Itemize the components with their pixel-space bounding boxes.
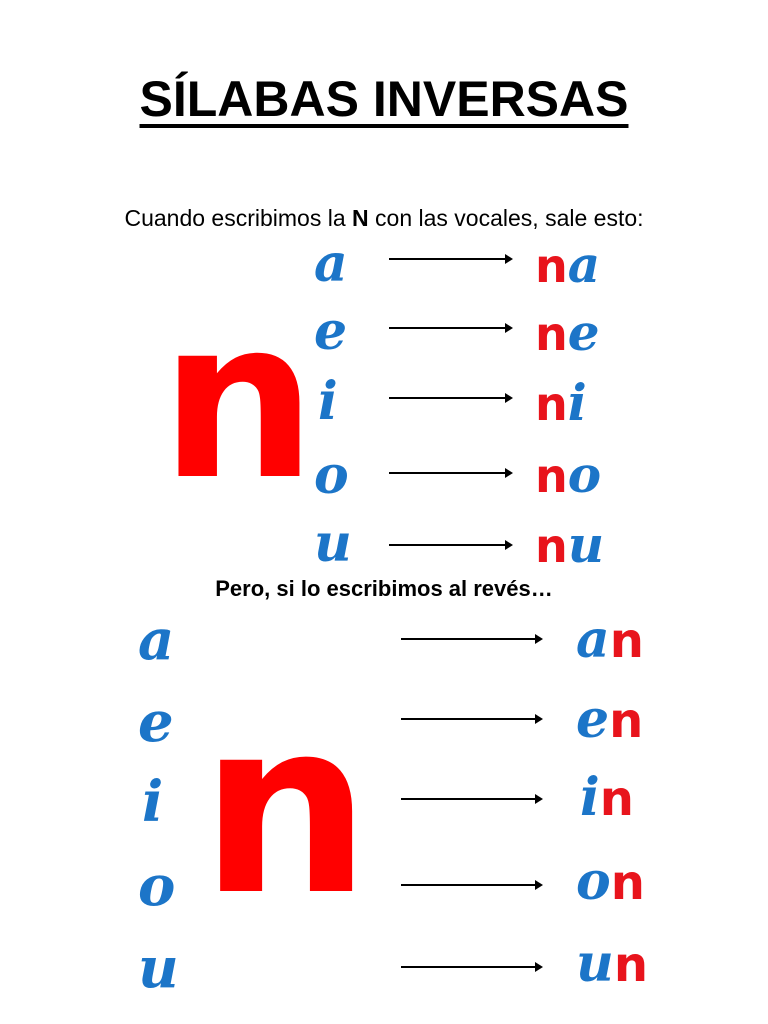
syllable-on <box>576 851 645 912</box>
syllable-vowel: i <box>580 767 600 828</box>
vowel-bottom-u: u <box>138 935 179 1001</box>
vowel-bottom-i: i <box>142 769 164 835</box>
syllable-consonant: n <box>613 937 648 993</box>
intro-text-after: con las vocales, sale esto: <box>368 205 644 231</box>
syllable-consonant: n <box>609 613 644 669</box>
arrow-top-3 <box>389 397 511 399</box>
syllable-na <box>535 235 601 294</box>
arrow-bottom-5 <box>401 966 541 968</box>
syllable-consonant: n <box>535 449 568 503</box>
intro-text-bold: N <box>352 205 369 231</box>
syllable-vowel: a <box>567 235 601 294</box>
syllable-en <box>576 689 644 750</box>
syllable-vowel: e <box>567 303 600 362</box>
arrow-top-5 <box>389 544 511 546</box>
syllable-consonant: n <box>535 239 568 293</box>
syllable-vowel: o <box>567 445 602 504</box>
arrow-bottom-3 <box>401 798 541 800</box>
vowel-top-i: i <box>318 371 338 432</box>
syllable-consonant: n <box>535 519 568 573</box>
syllable-consonant: n <box>610 855 645 911</box>
big-consonant-top: n <box>160 272 317 528</box>
vowel-bottom-o: o <box>138 853 176 919</box>
syllable-in <box>580 767 634 828</box>
middle-sentence: Pero, si lo escribimos al revés… <box>215 576 553 601</box>
syllable-an <box>576 609 644 670</box>
vowel-top-e: e <box>314 301 348 362</box>
syllable-vowel: i <box>567 373 587 432</box>
syllable-un <box>576 933 648 994</box>
syllable-ni <box>535 373 587 432</box>
syllable-consonant: n <box>599 771 634 827</box>
arrow-top-2 <box>389 327 511 329</box>
intro-sentence <box>0 205 768 232</box>
intro-text-before: Cuando escribimos la <box>124 205 353 231</box>
page-title: SÍLABAS INVERSAS <box>139 71 629 127</box>
big-consonant-bottom: n <box>200 668 371 948</box>
syllable-vowel: a <box>576 609 610 670</box>
arrow-bottom-4 <box>401 884 541 886</box>
syllable-vowel: u <box>576 933 614 994</box>
vowel-bottom-a: a <box>138 607 175 673</box>
syllable-vowel: u <box>567 515 605 574</box>
vowel-top-o: o <box>314 445 349 506</box>
syllable-no <box>535 445 602 504</box>
arrow-top-1 <box>389 258 511 260</box>
syllable-vowel: o <box>576 851 611 912</box>
syllable-nu <box>535 515 605 574</box>
syllable-ne <box>535 303 600 362</box>
syllable-consonant: n <box>535 307 568 361</box>
vowel-top-u: u <box>314 513 352 574</box>
syllable-vowel: e <box>576 689 610 750</box>
arrow-top-4 <box>389 472 511 474</box>
arrow-bottom-2 <box>401 718 541 720</box>
vowel-top-a: a <box>314 233 348 294</box>
syllable-consonant: n <box>535 377 568 431</box>
vowel-bottom-e: e <box>138 689 174 755</box>
syllable-consonant: n <box>609 693 644 749</box>
arrow-bottom-1 <box>401 638 541 640</box>
